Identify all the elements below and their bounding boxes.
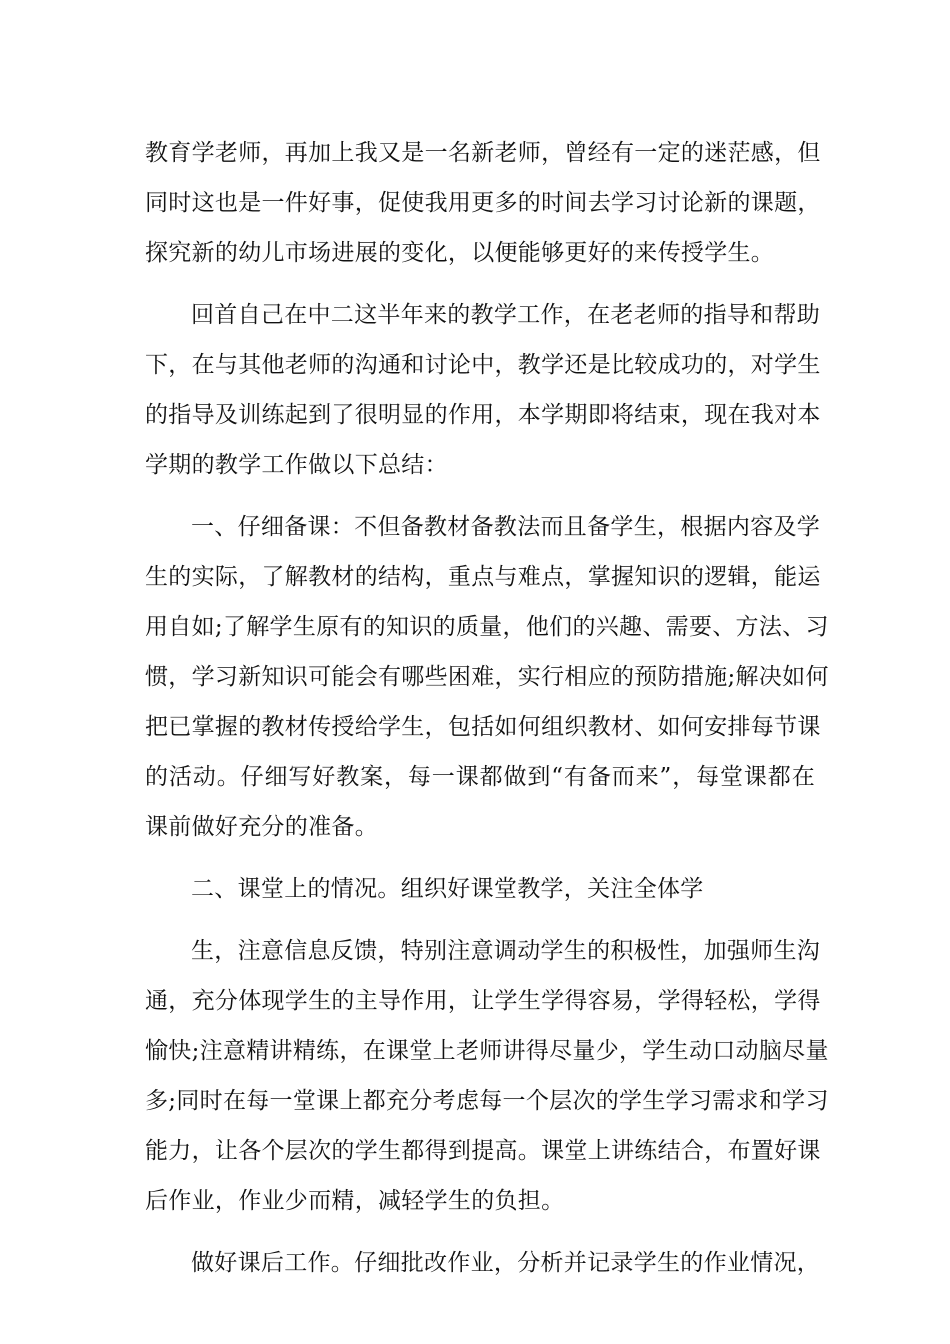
paragraph-line: 多;同时在每一堂课上都充分考虑每一个层次的学生学习需求和学习 <box>145 1088 829 1114</box>
paragraph-gap <box>145 490 815 502</box>
paragraph-line: 能力，让各个层次的学生都得到提高。课堂上讲练结合，布置好课 <box>145 1138 821 1164</box>
paragraph-line: 的活动。仔细写好教案，每一课都做到“有备而来”，每堂课都在 <box>145 764 815 790</box>
paragraph-line: 学期的教学工作做以下总结： <box>145 452 448 478</box>
paragraph-line: 教育学老师，再加上我又是一名新老师，曾经有一定的迷茫感，但 <box>145 140 821 166</box>
paragraph-line: 愉快;注意精讲精练，在课堂上老师讲得尽量少，学生动口动脑尽量 <box>145 1038 829 1064</box>
paragraph-line: 同时这也是一件好事，促使我用更多的时间去学习讨论新的课题， <box>145 190 821 216</box>
paragraph-3 <box>145 502 829 852</box>
paragraph-4 <box>145 864 815 914</box>
document-body <box>145 128 829 1288</box>
paragraph-line: 下，在与其他老师的沟通和讨论中，教学还是比较成功的，对学生 <box>145 352 821 378</box>
paragraph-line: 把已掌握的教材传授给学生，包括如何组织教材、如何安排每节课 <box>145 714 821 740</box>
paragraph-1 <box>145 128 821 278</box>
paragraph-line: 回首自己在中二这半年来的教学工作，在老老师的指导和帮助 <box>191 302 821 328</box>
paragraph-6 <box>145 1238 821 1288</box>
paragraph-gap <box>145 1226 815 1238</box>
paragraph-line: 课前做好充分的准备。 <box>145 814 378 840</box>
paragraph-line: 惯，学习新知识可能会有哪些困难，实行相应的预防措施;解决如何 <box>145 664 829 690</box>
paragraph-5 <box>145 926 829 1226</box>
paragraph-line: 二、课堂上的情况。组织好课堂教学，关注全体学 <box>191 876 704 902</box>
paragraph-line: 做好课后工作。仔细批改作业，分析并记录学生的作业情况， <box>191 1250 821 1276</box>
paragraph-line: 后作业，作业少而精，减轻学生的负担。 <box>145 1188 565 1214</box>
paragraph-line: 通，充分体现学生的主导作用，让学生学得容易，学得轻松，学得 <box>145 988 821 1014</box>
paragraph-line: 生的实际，了解教材的结构，重点与难点，掌握知识的逻辑，能运 <box>145 564 821 590</box>
paragraph-line: 一、仔细备课：不但备教材备教法而且备学生，根据内容及学 <box>191 514 821 540</box>
paragraph-2 <box>145 290 821 490</box>
paragraph-line: 用自如;了解学生原有的知识的质量，他们的兴趣、需要、方法、习 <box>145 614 829 640</box>
paragraph-gap <box>145 852 815 864</box>
paragraph-gap <box>145 278 815 290</box>
paragraph-line: 探究新的幼儿市场进展的变化，以便能够更好的来传授学生。 <box>145 240 775 266</box>
paragraph-line: 生，注意信息反馈，特别注意调动学生的积极性，加强师生沟 <box>191 938 821 964</box>
paragraph-line: 的指导及训练起到了很明显的作用，本学期即将结束，现在我对本 <box>145 402 821 428</box>
paragraph-gap <box>145 914 815 926</box>
